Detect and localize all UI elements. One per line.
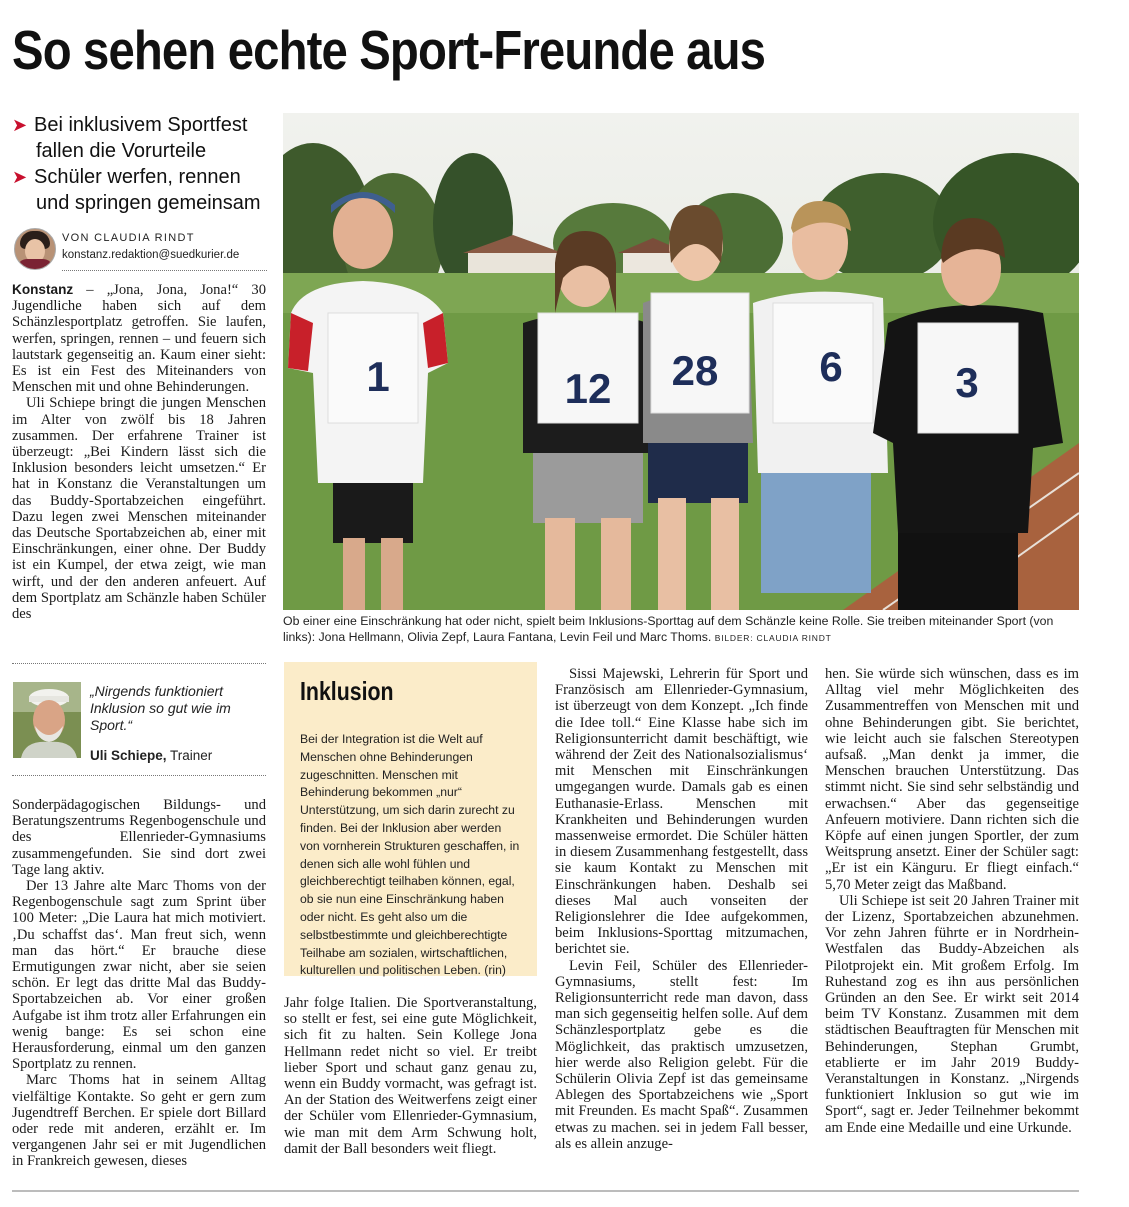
paragraph: Sissi Majewski, Lehrerin für Sport und Französisch am Ellenrieder-Gymnasium, ist überzeugt von dem Konzept. „Ich finde die Idee toll.“ Eine Klasse habe sich im Religionsunterricht damit beschäftigt, wie während der Zeit des Nationalsozialismus‘ mit Menschen mit Einschränkungen umgegangen wurde. Damals gab es einen Euthanasie-Erlass. Menschen mit Krankheiten und Behinderungen wurden massenweise ermordet. Die Schüler hätten in diesem Zusammenhang festgestellt, dass sie kaum Kontakt zu Menschen mit Einschränkungen haben. Deshalb sei dieses Mal auch vonseiten der Religionslehrer die Idee aufgekommen, beim Inklusions-Sporttag mitzumachen, berichtet sie.: [555, 666, 808, 958]
divider: [12, 775, 266, 776]
paragraph: Uli Schiepe bringt die jungen Menschen im Alter von zwölf bis 18 Jahren zusammen. Der erfahrene Trainer ist überzeugt: „Bei Kindern lässt sich die Inklusion besonders leicht umsetzen.“ Er hat in Konstanz die Veranstaltungen um das Buddy-Sportabzeichen eingeführt. Dazu legen zwei Menschen miteinander das Deutsche Sportabzeichen ab, einer mit Einschränkungen, einer ohne. Der Buddy ist ein Kumpel, der etwa zeigt, wie man wirft, und der den anderen anfeuert. Auf dem Sportplatz am Schänzle haben Schüler des: [12, 395, 266, 623]
article-column-2: [284, 995, 537, 1157]
author-byline: VON CLAUDIA RINDT: [62, 232, 195, 244]
divider: [12, 663, 266, 664]
infobox-text: Bei der Integration ist die Welt auf Menschen ohne Behinderungen zugeschnitten. Menschen mit Behinderung bekommen „nur“ Unterstützung, um sich darin zurecht zu finden. Bei der Inklusion aber werden von vornherein Strukturen geschaffen, in denen sich alle wohl fühlen und gleichberechtigt teilhaben können, egal, ob sie nun eine Einschränkung haben oder nicht. Es geht also um die selbstbestimmte und gleichberechtigte Teilhabe am sozialen, wirtschaftlichen, kulturellen und politischen Leben. (rin): [300, 732, 520, 978]
bib-number: 6: [819, 343, 843, 390]
infobox: [284, 662, 537, 976]
footer-rule: [12, 1190, 1079, 1192]
arrow-icon: ➤: [12, 115, 28, 135]
article-column-1-bottom: [12, 797, 266, 1170]
paragraph: Jahr folge Italien. Die Sportveranstaltung, so stellt er fest, sei eine gute Möglichkeit, sich fit zu halten. Sein Kollege Jona Hellmann redet nicht so viel. Er treibt lieber Sport und schaut ganz genau zu, wenn ein Buddy vormacht, was gefragt ist. An der Station des Weitwerfens zeigt einer der Schüler vom Ellenrieder-Gymnasium, wie man mit dem Arm Schwung holt, damit der Ball besonders weit fliegt.: [284, 995, 537, 1157]
article-column-4: [825, 666, 1079, 1136]
quote-avatar: [13, 682, 81, 758]
paragraph: hen. Sie würde sich wünschen, dass es im Alltag viel mehr Möglichkeiten des Zusammentreffen von Menschen mit und ohne Behinderungen gibt. Sie berichtet, wie leicht auch sie falschen Stereotypen aufsaß. „Man denkt ja immer, die Menschen brauchen Unterstützung. Das stimmt nicht. Sie sind sehr selbständig und erwachsen.“ Aber das gegenseitige Anfeuern motiviere. Dann richten sich die Köpfe auf einen jungen Sportler, der zum Weitsprung ansetzt. Einer der Schüler sagt: „Er ist ein Känguru. Er fliegt einfach.“ 5,70 Meter zeigt das Maßband.: [825, 666, 1079, 893]
quote-author: Uli Schiepe, Trainer: [90, 748, 213, 763]
paragraph: Konstanz – „Jona, Jona, Jona!“ 30 Jugendliche haben sich auf dem Schänzlesportplatz getroffen. Sie laufen, werfen, springen, rennen – und feuern sich lautstark gegenseitig an. Kaum einer sieht: Es ist ein Fest des Miteinanders von Menschen mit und ohne Behinderungen.: [12, 282, 266, 396]
quote-text: „Nirgends funktioniert Inklusion so gut wie im Sport.“: [90, 683, 231, 733]
paragraph: Der 13 Jahre alte Marc Thoms von der Regenbogenschule sagt zum Sprint über 100 Meter: „Die Laura hat mich motiviert. ‚Du schaffst das‘. Man freut sich, wenn man das hört.“ Er brauche diese Ermutigungen zwar nicht, aber sie seien schön. Er legt das dritte Mal das Buddy-Sportabzeichen ab. Vor einer großen Aufgabe ist ihm trotz aller Erfahrungen ein wenig bange: Es sei schon eine Herausforderung, einmal um den ganzen Sportplatz zu rennen.: [12, 878, 266, 1073]
bib-number: 1: [366, 353, 390, 400]
paragraph: Levin Feil, Schüler des Ellenrieder-Gymnasiums, stellt fest: Im Religionsunterricht rede man davon, dass man sich gegenseitig helfen solle. Auf dem Schänzlesportplatz gebe es die Möglichkeit, das praktisch umzusetzen, hier werde also Religion gelebt. Für die Schülerin Olivia Zepf ist das gemeinsame Ablegen des Sportabzeichens wie „Sport mit Freunden. Es macht Spaß“. Zusammen etwas zu machen. sei in jedem Fall besser, als es allein anzuge-: [555, 957, 808, 1152]
author-email[interactable]: konstanz.redaktion@suedkurier.de: [62, 249, 240, 261]
paragraph: Uli Schiepe ist seit 20 Jahren Trainer mit der Lizenz, Sportabzeichen abzunehmen. Vor zehn Jahren führte er in Nordrhein-Westfalen das Buddy-Abzeichen als Pilotprojekt ein. Mit großem Erfolg. Im Ruhestand zog es ihn aus persönlichen Gründen an den See. Er wirkt seit 2014 beim TV Konstanz. Zusammen mit dem städtischen Beauftragten für Menschen mit Behinderungen, Stephan Grumbt, etablierte er im Jahr 2019 Buddy-Veranstaltungen in Konstanz. „Nirgends funktioniert Inklusion so gut wie im Sport“, sagt er. Jeder Teilnehmer bekommt am Ende eine Medaille und eine Urkunde.: [825, 892, 1079, 1136]
arrow-icon: ➤: [12, 167, 28, 187]
author-avatar: [14, 228, 56, 270]
subhead-1: ➤ Bei inklusivem Sportfest fallen die Vorurteile: [12, 114, 248, 162]
paragraph: Sonderpädagogischen Bildungs- und Beratungszentrums Regenbogenschule und des Ellenrieder-Gymnasiums zusammengefunden. Sie sind dort zwei Tage lang aktiv.: [12, 797, 266, 878]
divider: [62, 270, 267, 271]
bib-number: 3: [955, 359, 979, 406]
headline: So sehen echte Sport-Freunde aus: [12, 19, 766, 81]
article-column-1-top: [12, 282, 266, 622]
photo-caption: Ob einer eine Einschränkung hat oder nicht, spielt beim Inklusions-Sporttag auf dem Schänzle keine Rolle. Sie treiben miteinander Sport (von links): Jona Hellmann, Olivia Zepf, Laura Fantana, Levin Feil und Marc Thoms. BILDER: CLAUDIA RINDT: [283, 614, 1054, 644]
infobox-title: Inklusion: [300, 676, 394, 706]
article-column-3: [555, 666, 808, 1152]
subhead-2: ➤ Schüler werfen, rennen und springen gemeinsam: [12, 166, 261, 214]
bib-number: 12: [564, 365, 612, 412]
photo-credit: BILDER: CLAUDIA RINDT: [714, 633, 832, 643]
article-photo: [283, 113, 1079, 610]
bib-number: 28: [671, 347, 719, 394]
paragraph: Marc Thoms hat in seinem Alltag vielfältige Kontakte. So geht er gern zum Jugendtreff Berchen. Er spiele dort Billard oder rede mit anderen, erzählt er. Im vergangenen Jahr sei er mit Jugendlichen in Frankreich gewesen, dieses: [12, 1072, 266, 1170]
